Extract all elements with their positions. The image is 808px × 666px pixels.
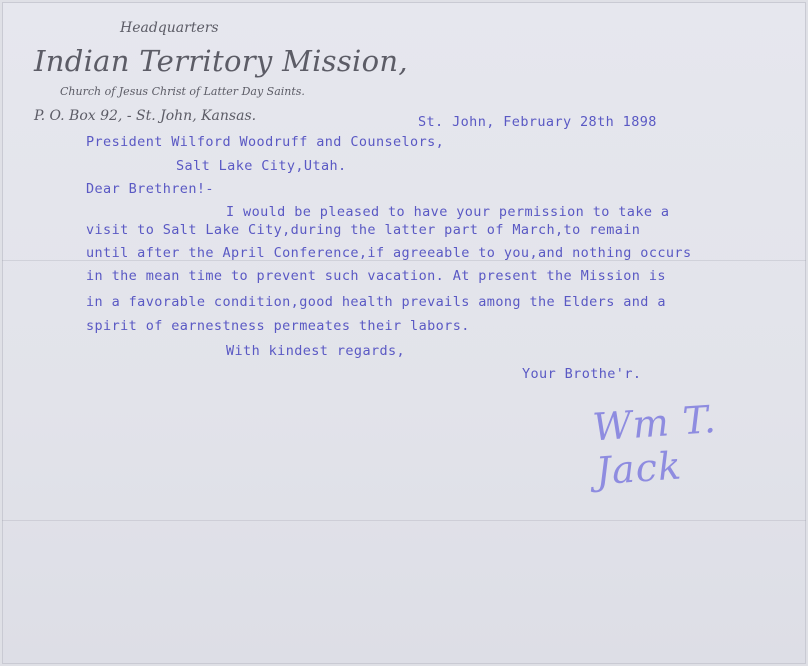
letter-date: St. John, February 28th 1898 (418, 114, 657, 130)
letter-salutation: Dear Brethren!- (86, 181, 214, 197)
letterhead-headquarters: Headquarters (120, 20, 219, 36)
letterhead-church-name: Church of Jesus Christ of Latter Day Saints. (60, 85, 305, 98)
letterhead-mission-title: Indian Territory Mission, (34, 44, 408, 78)
body-line: I would be pleased to have your permission to take a (226, 204, 670, 220)
body-line: in a favorable condition,good health prevails among the Elders and a (86, 294, 666, 310)
fold-line (2, 520, 806, 521)
letterhead-po-box: P. O. Box 92, - St. John, Kansas. (34, 108, 257, 124)
body-line: until after the April Conference,if agreeable to you,and nothing occurs (86, 245, 692, 261)
body-line: visit to Salt Lake City,during the latter part of March,to remain (86, 222, 641, 238)
letter-address: Salt Lake City,Utah. (176, 158, 347, 174)
letter-addressee: President Wilford Woodruff and Counselors, (86, 134, 445, 150)
letter-closing: With kindest regards, (226, 343, 406, 359)
body-line: in the mean time to prevent such vacation. At present the Mission is (86, 268, 666, 284)
letter-sign-off: Your Brothe'r. (522, 366, 642, 382)
handwritten-signature: Wm T. Jack (591, 396, 718, 494)
body-line: spirit of earnestness permeates their labors. (86, 318, 470, 334)
